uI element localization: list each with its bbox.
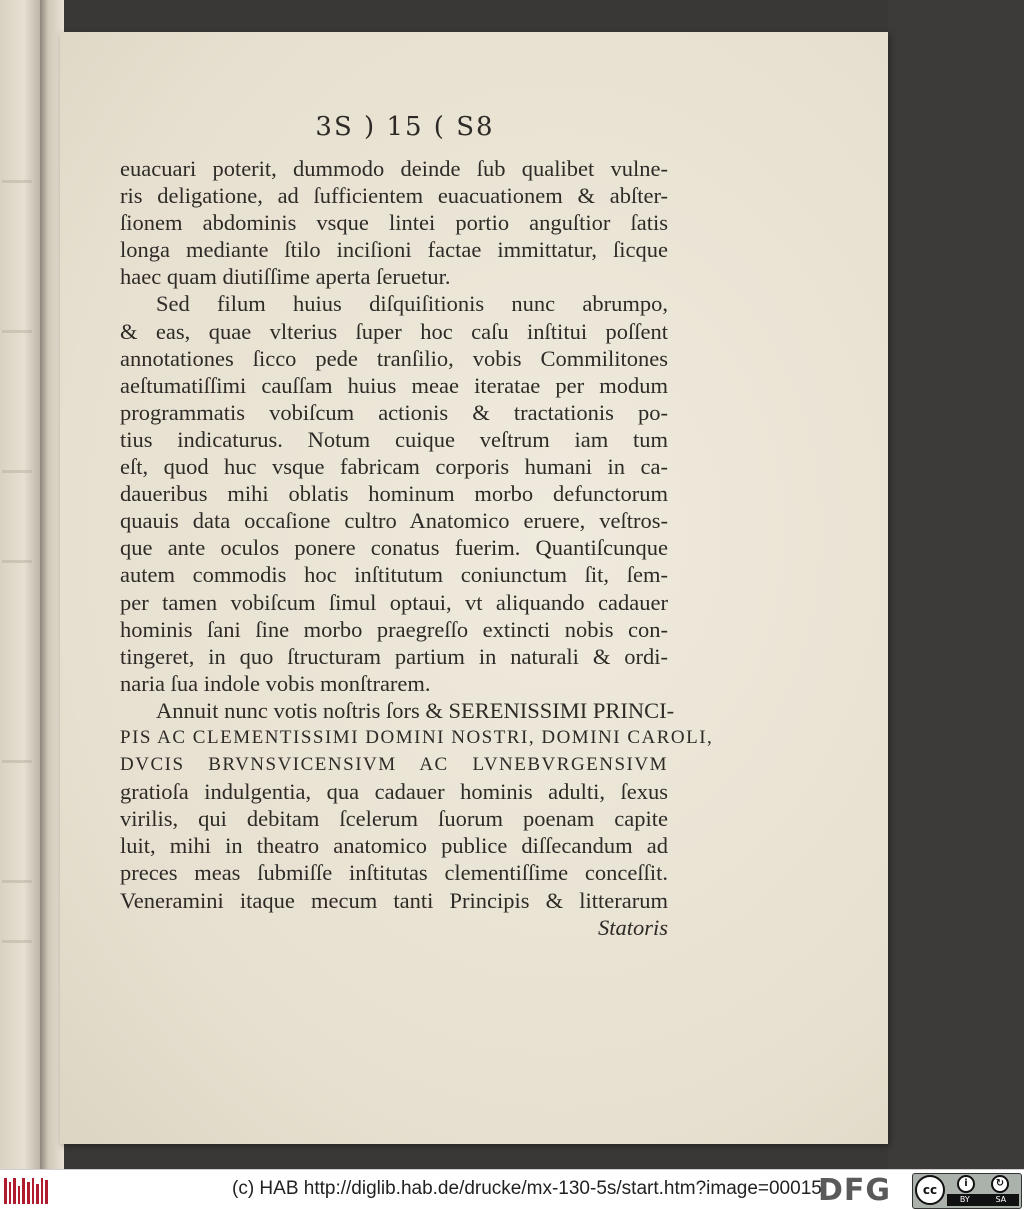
text-line: Sed filum huius diſquiſitionis nunc abrumpo, [156, 291, 668, 317]
text-line: quauis data occaſione cultro Anatomico eruere, veſtros- [120, 508, 668, 534]
text-line: tius indicaturus. Notum cuique veſtrum iam tum [120, 426, 668, 452]
text-line: Annuit nunc votis noſtris ſors & SERENISSIMI PRINCI- [156, 697, 675, 723]
text-line: tingeret, in quo ſtructuram partium in naturali & ordi- [120, 643, 668, 669]
cc-license-badge[interactable] [912, 1173, 1022, 1209]
cc-icon: cc [915, 1175, 945, 1205]
text-line: hominis ſani ſine morbo praegreſſo extincti nobis con- [120, 616, 668, 642]
cc-terms [947, 1194, 1019, 1206]
cc-by-label: BY [959, 1195, 970, 1204]
page-number-header: 3S ) 15 ( S8 [315, 112, 495, 142]
text-line: eſt, quod huc vsque fabricam corporis humani in ca- [120, 454, 668, 480]
text-line: per tamen vobiſcum ſimul optaui, vt aliquando cadauer [120, 589, 668, 615]
text-line: longa mediante ſtilo inciſioni factae immittatur, ſicque [120, 237, 668, 263]
text-line: programmatis vobiſcum actionis & tractationis po- [120, 399, 668, 425]
text-line: Veneramini itaque mecum tanti Principis & litterarum [120, 887, 668, 913]
text-line: que ante oculos ponere conatus fuerim. Quantiſcunque [120, 535, 668, 561]
source-link[interactable]: (c) HAB http://diglib.hab.de/drucke/mx-130-5s/start.htm?image=00015 [232, 1178, 822, 1199]
text-line: & eas, quae vlterius ſuper hoc caſu inſtitui poſſent [120, 318, 668, 344]
text-line: annotationes ſicco pede tranſilio, vobis Commilitones [120, 345, 668, 371]
text-line: naria ſua indole vobis monſtrarem. [120, 670, 431, 696]
text-line: gratioſa indulgentia, qua cadauer hominis adulti, ſexus [120, 779, 668, 805]
dfg-logo[interactable]: DFG [818, 1173, 892, 1208]
text-line: ris deligatione, ad ſufficientem euacuationem & abſter- [120, 183, 668, 209]
text-line-smallcaps: PIS AC CLEMENTISSIMI DOMINI NOSTRI, DOMINI CAROLI, [120, 726, 714, 748]
cc-sa-label: SA [995, 1195, 1007, 1204]
text-line: haec quam diutiſſime aperta ſeruetur. [120, 264, 451, 290]
text-line: autem commodis hoc inſtitutum coniunctum ſit, ſem- [120, 562, 668, 588]
footer-bar [0, 1169, 1024, 1210]
share-alike-icon: ↻ [991, 1175, 1009, 1193]
previous-page-edge [0, 0, 40, 1169]
text-line: euacuari poterit, dummodo deinde ſub qualibet vulne- [120, 156, 668, 181]
page-body [120, 155, 714, 941]
background-right [888, 0, 1024, 1169]
text-line: virilis, qui debitam ſcelerum ſuorum poenam capite [120, 806, 668, 832]
text-line: ſionem abdominis vsque lintei portio anguſtior ſatis [120, 210, 668, 236]
catchword: Statoris [597, 914, 668, 940]
attribution-icon: i [957, 1175, 975, 1193]
text-line-smallcaps: DVCIS BRVNSVICENSIVM AC LVNEBVRGENSIVM [120, 754, 668, 776]
text-line: preces meas ſubmiſſe inſtitutas clementiſſime conceſſit. [120, 860, 668, 886]
text-line: aeſtumatiſſimi cauſſam huius meae iteratae per modum [120, 372, 668, 398]
text-line: luit, mihi in theatro anatomico publice diſſecandum ad [120, 833, 668, 859]
text-line: daueribus mihi oblatis hominum morbo defunctorum [120, 481, 668, 507]
hab-logo-icon[interactable] [4, 1178, 48, 1204]
page-header [290, 112, 520, 142]
